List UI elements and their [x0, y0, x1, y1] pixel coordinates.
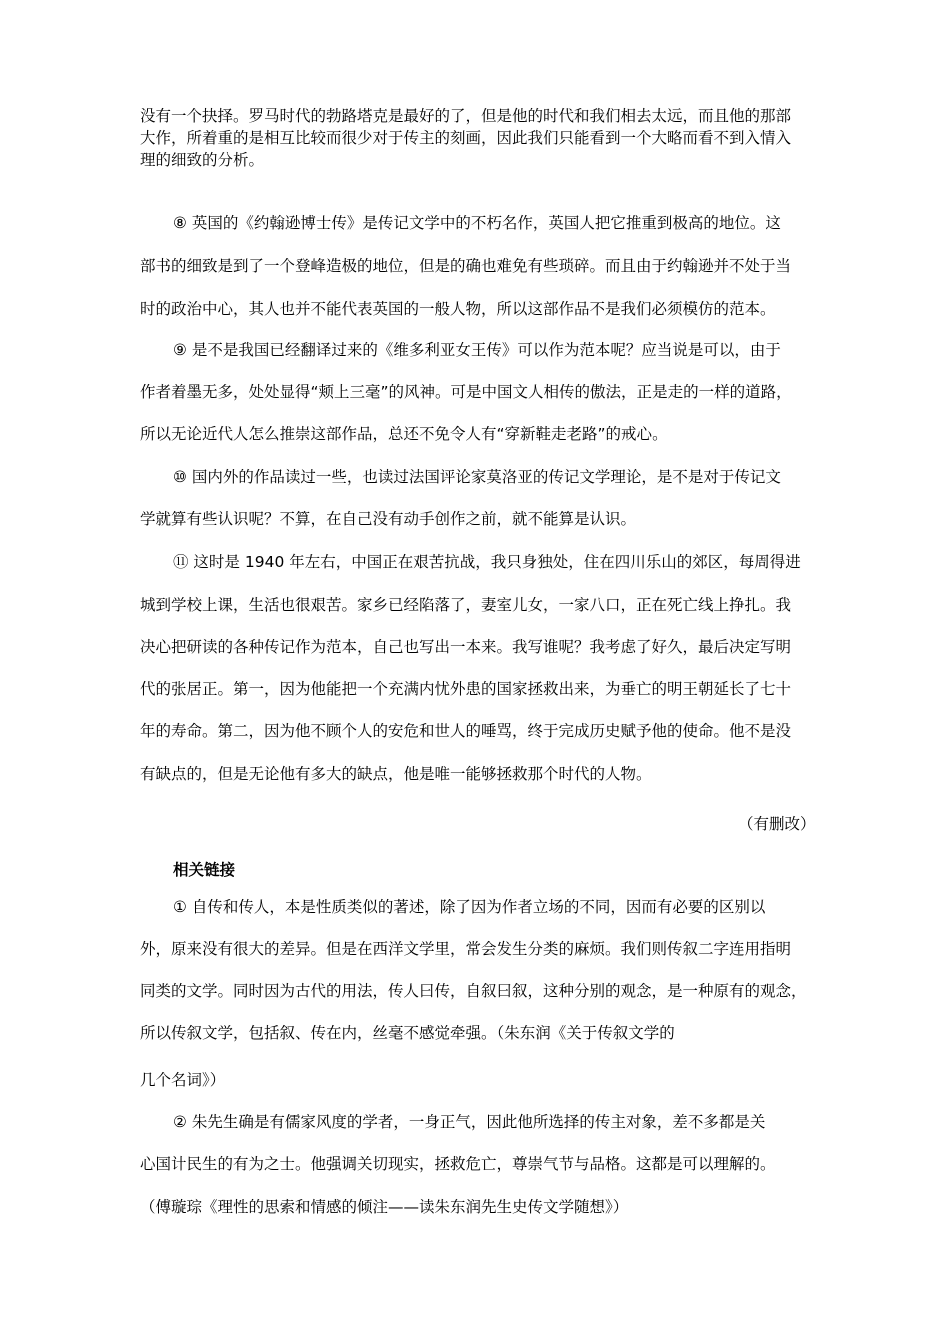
- link-2-line-2: 心国计民生的有为之士。他强调关切现实，拯救危亡，尊崇气节与品格。这都是可以理解的。: [140, 1155, 776, 1173]
- paragraph-10-line-2: 学就算有些认识呢？不算，在自己没有动手创作之前，就不能算是认识。: [140, 510, 637, 528]
- link-1-line-2: 外，原来没有很大的差异。但是在西洋文学里，常会发生分类的麻烦。我们则传叙二字连用指明: [140, 940, 792, 958]
- paragraph-11-line-6: 有缺点的，但是无论他有多大的缺点，他是唯一能够拯救那个时代的人物。: [140, 765, 652, 783]
- paragraph-10-line-1: ⑩ 国内外的作品读过一些，也读过法国评论家莫洛亚的传记文学理论，是不是对于传记文: [173, 468, 781, 486]
- paragraph-8-line-1: ⑧ 英国的《约翰逊博士传》是传记文学中的不朽名作，英国人把它推重到极高的地位。这: [173, 214, 781, 232]
- link-1-line-1: ① 自传和传人，本是性质类似的著述，除了因为作者立场的不同，因而有必要的区别以: [173, 898, 766, 916]
- paragraph-9-line-2: 作者着墨无多，处处显得“颊上三毫”的风神。可是中国文人相传的傲法，正是走的一样的道路，: [140, 383, 792, 401]
- link-1-line-4: 所以传叙文学，包括叙、传在内，丝毫不感觉牵强。（朱东润《关于传叙文学的: [140, 1024, 675, 1042]
- paragraph-11-line-3: 决心把研读的各种传记作为范本，自己也写出一本来。我写谁呢？我考虑了好久，最后决定写明: [140, 638, 792, 656]
- related-links-heading: 相关链接: [173, 861, 236, 879]
- paragraph-top-line-2: 大作，所着重的是相互比较而很少对于传主的刻画，因此我们只能看到一个大略而看不到入情入: [140, 129, 792, 147]
- paragraph-8-line-3: 时的政治中心，其人也并不能代表英国的一般人物，所以这部作品不是我们必须模仿的范本。: [140, 300, 776, 318]
- paragraph-11-line-4: 代的张居正。第一，因为他能把一个充满内忧外患的国家拯救出来，为垂亡的明王朝延长了七十: [140, 680, 792, 698]
- paragraph-8-line-2: 部书的细致是到了一个登峰造极的地位，但是的确也难免有些琐碎。而且由于约翰逊并不处于当: [140, 257, 792, 275]
- paragraph-9-line-3: 所以无论近代人怎么推崇这部作品，总还不免令人有“穿新鞋走老路”的戒心。: [140, 425, 668, 443]
- edited-note: （有删改）: [738, 815, 816, 833]
- paragraph-9-line-1: ⑨ 是不是我国已经翻译过来的《维多利亚女王传》可以作为范本呢？应当说是可以，由于: [173, 341, 781, 359]
- link-2-line-3: （傅璇琮《理性的思索和情感的倾注——读朱东润先生史传文学随想》）: [140, 1198, 629, 1216]
- link-1-line-5: 几个名词》）: [140, 1071, 226, 1089]
- paragraph-11-line-2: 城到学校上课，生活也很艰苦。家乡已经陷落了，妻室儿女，一家八口，正在死亡线上挣扎。我: [140, 596, 792, 614]
- paragraph-top-line-3: 理的细致的分析。: [140, 151, 265, 169]
- link-2-line-1: ② 朱先生确是有儒家风度的学者，一身正气，因此他所选择的传主对象，差不多都是关: [173, 1113, 766, 1131]
- paragraph-11-line-1: ⑪ 这时是 1940 年左右，中国正在艰苦抗战，我只身独处，住在四川乐山的郊区，每周得进: [173, 553, 801, 571]
- link-1-line-3: 同类的文学。同时因为古代的用法，传人曰传，自叙曰叙，这种分别的观念，是一种原有的观念，: [140, 982, 807, 1000]
- paragraph-11-line-5: 年的寿命。第二，因为他不顾个人的安危和世人的唾骂，终于完成历史赋予他的使命。他不是没: [140, 722, 792, 740]
- paragraph-top-line-1: 没有一个抉择。罗马时代的勃路塔克是最好的了，但是他的时代和我们相去太远，而且他的那部: [140, 107, 792, 125]
